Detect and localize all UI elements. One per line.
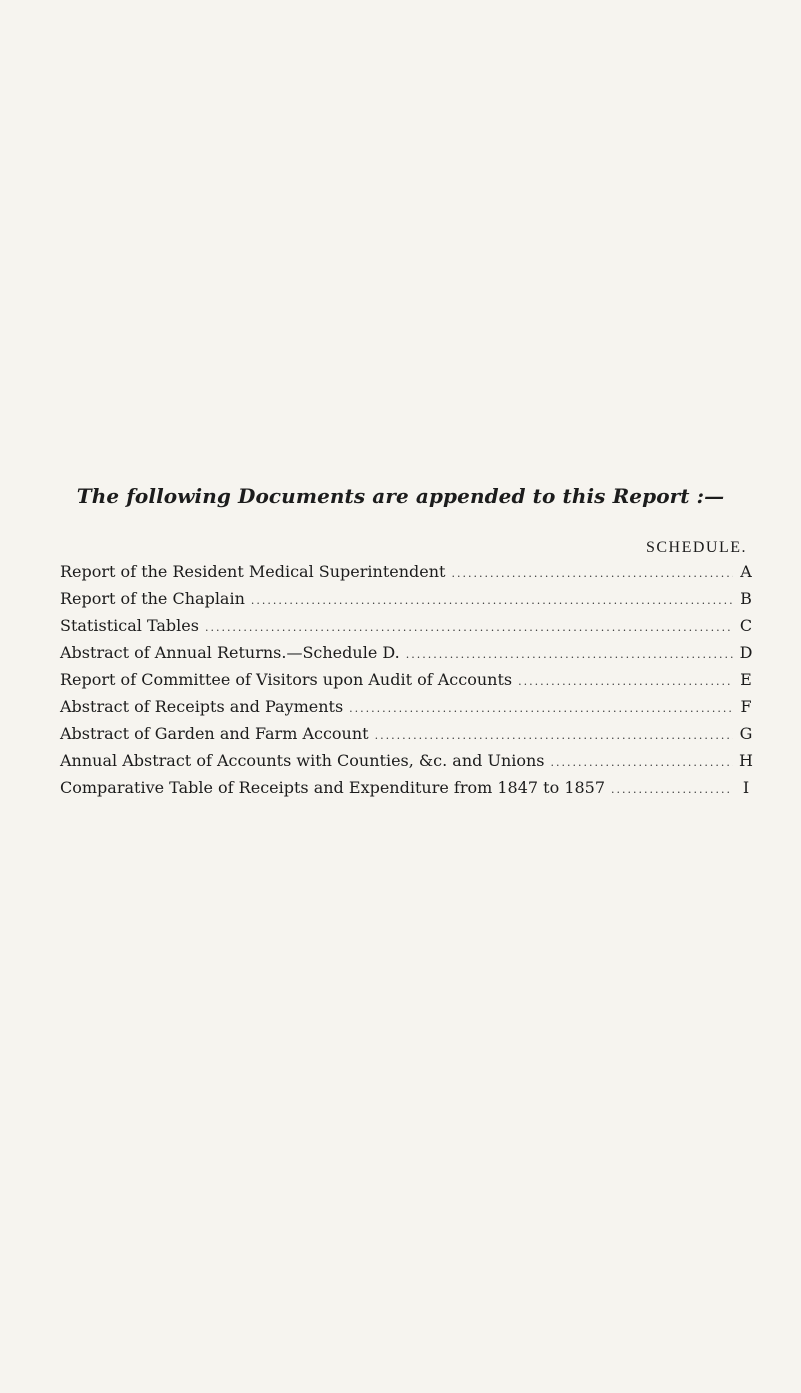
dot-leader xyxy=(611,783,733,803)
entry-title: Report of Committee of Visitors upon Audit of Accounts xyxy=(60,670,513,689)
schedule-letter: F xyxy=(740,697,752,716)
dot-leader xyxy=(406,648,733,668)
schedule-letter: A xyxy=(740,562,752,581)
list-item xyxy=(60,751,753,778)
dot-leader xyxy=(349,702,733,722)
schedule-letter: E xyxy=(740,670,752,689)
schedule-column-label: SCHEDULE. xyxy=(645,539,747,556)
entry-title: Comparative Table of Receipts and Expenditure from 1847 to 1857 xyxy=(60,778,606,797)
entry-title: Report of the Chaplain xyxy=(60,589,245,608)
list-item xyxy=(60,589,753,616)
schedule-letter: G xyxy=(739,724,753,743)
dot-leader xyxy=(375,729,733,749)
schedule-letter: D xyxy=(739,643,753,662)
dot-leader xyxy=(451,567,733,587)
schedule-letter: H xyxy=(739,751,753,770)
list-item xyxy=(60,670,753,697)
dot-leader xyxy=(251,594,733,614)
entry-title: Report of the Resident Medical Superintendent xyxy=(60,562,446,581)
documents-list xyxy=(60,562,753,805)
schedule-letter: I xyxy=(742,778,750,797)
entry-title: Abstract of Receipts and Payments xyxy=(60,697,344,716)
page-heading: The following Documents are appended to this Report :— xyxy=(76,484,725,508)
list-item xyxy=(60,724,753,751)
dot-leader xyxy=(518,675,733,695)
list-item xyxy=(60,778,753,805)
entry-title: Statistical Tables xyxy=(60,616,199,635)
list-item xyxy=(60,697,753,724)
dot-leader xyxy=(551,756,733,776)
schedule-letter: B xyxy=(740,589,752,608)
dot-leader xyxy=(205,621,733,641)
list-item xyxy=(60,616,753,643)
entry-title: Annual Abstract of Accounts with Counties, &c. and Unions xyxy=(60,751,545,770)
schedule-letter: C xyxy=(739,616,753,635)
entry-title: Abstract of Garden and Farm Account xyxy=(60,724,369,743)
entry-title: Abstract of Annual Returns.—Schedule D. xyxy=(60,643,400,662)
list-item xyxy=(60,643,753,670)
list-item xyxy=(60,562,753,589)
